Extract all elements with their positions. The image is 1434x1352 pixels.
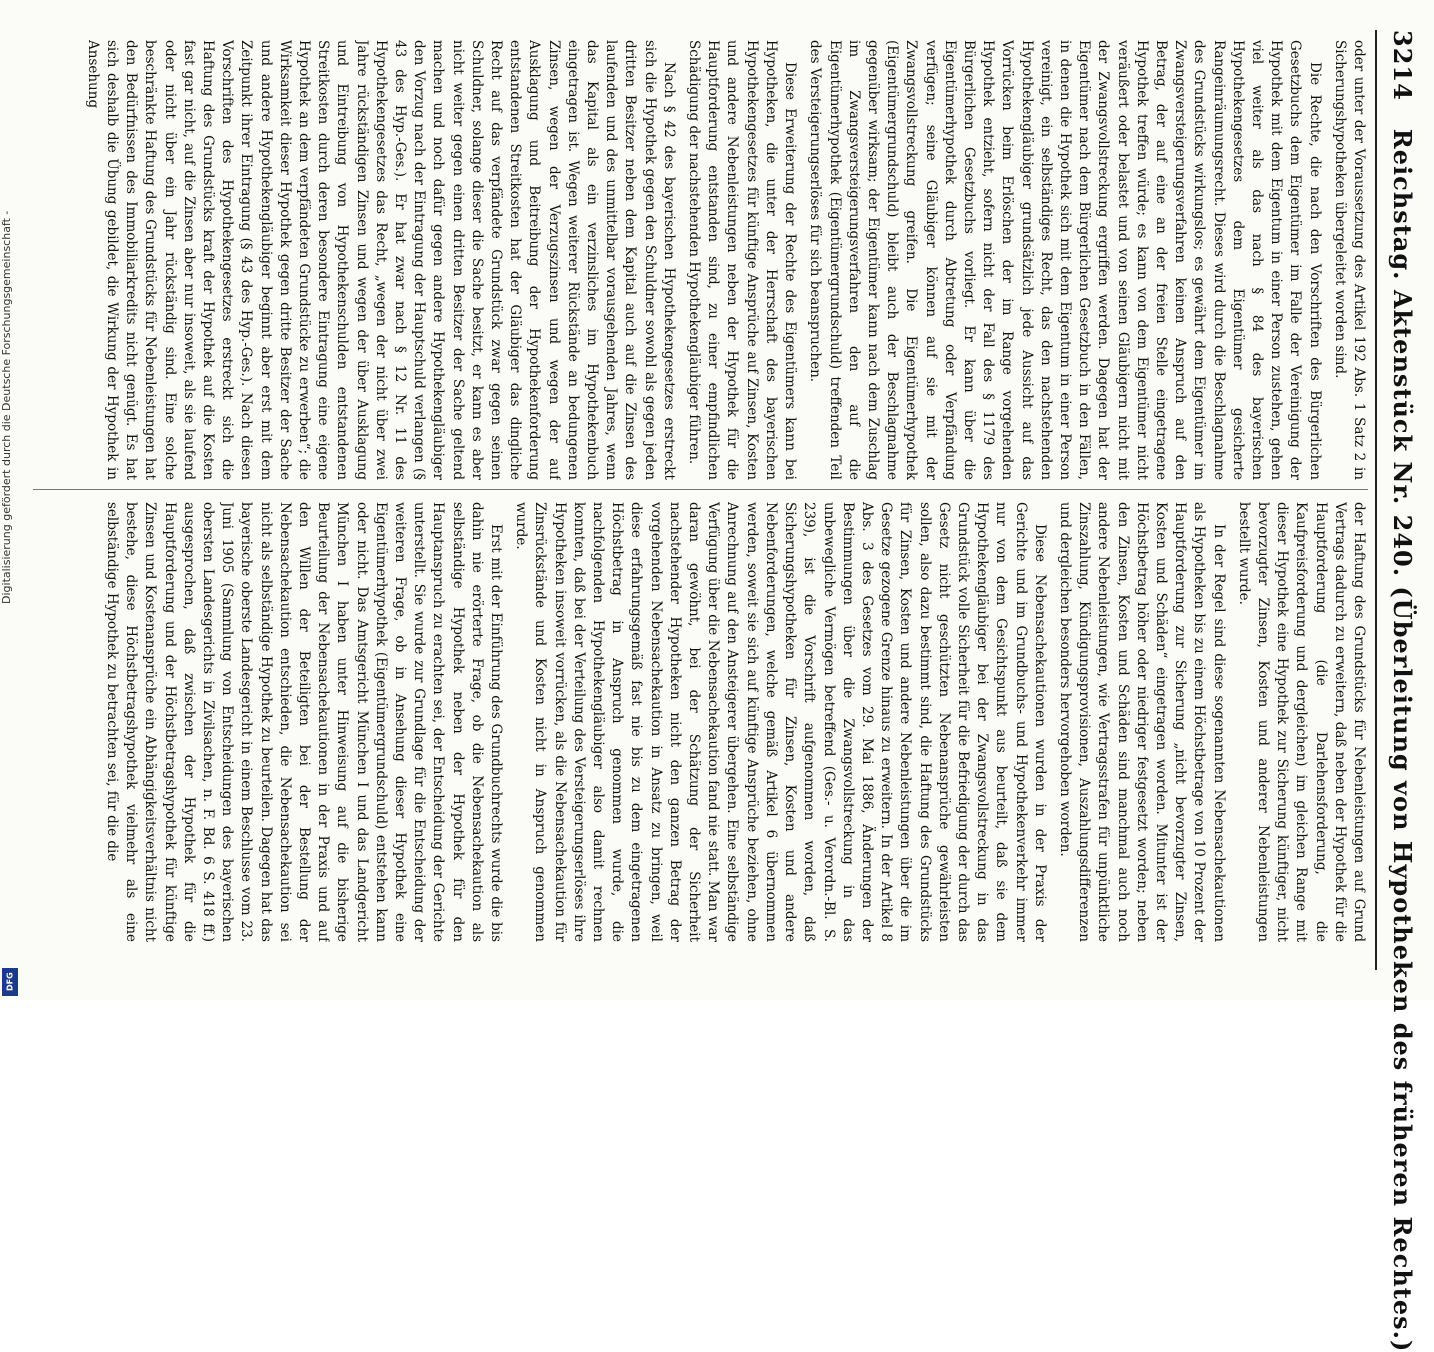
digitization-credit: Digitalisierung gefördert durch die Deutsche Forschungsgemeinschaft - (0, 210, 13, 604)
paragraph: Diese Erweiterung der Rechte des Eigentümers kann bei Hypotheken, die unter der Herrschaft des bayerischen Hypothekengesetzes für künftige Ansprüche auf Zinsen, Kosten und andere Nebenleistungen neben der Hypothek für die Hauptforderung entstanden sind, zu einer empfindlichen Schädigung der nachstehenden Hypothekengläubiger führen. (686, 40, 799, 480)
page-header (1375, 30, 1429, 1352)
right-column (33, 502, 1368, 942)
paragraph: der Haftung des Grundstücks für Nebenleistungen auf Grund Vertrags dadurch zu erweitern, daß neben der Hypothek für die Hauptforderung (die Darlehensforderung, die Kaufpreisforderung und dergleichen) im gleichen Range mit dieser Hypothek eine Hypothek zur Sicherung künftiger, nicht bevorzugter Zinsen, Kosten und anderer Nebenleistungen bestellt wurde. (1235, 502, 1367, 942)
paragraph: In der Regel sind diese sogenannten Nebensachekautionen als Hypotheken bis zu einem Höchstbetrage von 10 Prozent der Hauptforderung zur Sicherung „nicht bevorzugter Zinsen, Kosten und Schäden“ eingetragen worden. Mitunter ist der Höchstbetrag höher oder niedriger festgesetzt worden; neben den Zinsen, Kosten und Schäden sind manchmal auch noch andere Nebenleistungen, wie Vertragsstrafen für unpünktliche Zinszahlung, Kündigungsprovisionen, Auszahlungsdifferenzen und dergleichen besonders hervorgehoben worden. (1056, 502, 1227, 942)
page-title: Reichstag. Aktenstück Nr. 240. (Überleitung von Hypotheken des früheren Rechtes.) (1388, 128, 1418, 1352)
paragraph: Erst mit der Einführung des Grundbuchrechts wurde die bis dahin nie erörterte Frage, ob die Nebensachekaution als selbständige Hypothek neben der Hypothek für den Hauptanspruch zu erachten sei, der Entscheidung der Gerichte unterstellt. Sie wurde zur Grundlage für die Entscheidung der weiteren Frage, ob in Ansehung dieser Hypothek eine Eigentümerhypothek (Eigentümergrundschuld) entstehen kann oder nicht. Das Amtsgericht München I und das Landgericht München I haben unter Hinweisung auf die bisherige Beurteilung der Nebensachekautionen in der Praxis und auf den Willen der Beteiligten bei der Bestellung der Nebensachekaution entschieden, die Nebensachekaution sei nicht als selbständige Hypothek zu beurteilen. Dagegen hat das bayerische oberste Landesgericht in einem Beschlusse vom 23. Juni 1905 (Sammlung von Entscheidungen des bayerischen obersten Landesgerichts in Zivilsachen, n. F. Bd. 6 S. 418 ff.) ausgesprochen, daß zwischen der Hypothek für die Hauptforderung und der Höchstbetragshypothek für künftige Zinsen und Kostenansprüche ein Abhängigkeitsverhältnis nicht bestehe, diese Höchstbetragshypothek vielmehr als eine selbständige Hypothek zu betrachten sei, für die die (104, 502, 505, 942)
page-number: 3214 (1388, 30, 1418, 101)
left-column (33, 40, 1368, 480)
paragraph: Diese Nebensachekautionen wurden in der Praxis der Gerichte und im Grundbuchs- und Hypothekenverkehr immer nur von dem Gesichtspunkt aus beurteilt, daß sie dem Hypothekengläubiger bei der Zwangsvollstreckung in das Grundstück volle Sicherheit für die Befriedigung der durch das Gesetz nicht geschützten Nebenansprüche gewährleisten sollen, also dazu bestimmt sind, die Haftung des Grundstücks für Zinsen, Kosten und andere Nebenleistungen über die im Gesetze gezogene Grenze hinaus zu erweitern. In der Artikel 8 Abs. 3 des Gesetzes vom 29. Mai 1886, Änderungen der Bestimmungen über die Zwangsvollstreckung in das unbewegliche Vermögen betreffend (Ges.- u. Verordn.-Bl. S. 239), ist die Vorschrift aufgenommen worden, daß Sicherungshypotheken für Zinsen, Kosten und andere Nebenforderungen, welche gemäß Artikel 6 übernommen werden, soweit sie sich auf künftige Ansprüche beziehen, ohne Anrechnung auf den Ansteigerer übergehen. Eine selbständige Verfügung über die Nebensachekaution fand nie statt. Man war daran gewöhnt, bei der Schätzung der Sicherheit nachstehender Hypotheken nicht den ganzen Betrag der vorgehenden Nebensachekaution in Ansatz zu bringen, weil diese erfahrungsgemäß fast nie bis zu dem eingetragenen Höchstbetrag in Anspruch genommen wurde, die nachfolgenden Hypothekengläubiger also damit rechnen konnten, daß bei der Verteilung des Versteigerungserlöses ihre Hypotheken insoweit vorrücken, als die Nebensachekaution für Zinsrückstände und Kosten nicht in Anspruch genommen wurde. (513, 502, 1048, 942)
paragraph: Nach § 42 des bayerischen Hypothekengesetzes erstreckt sich die Hypothek gegen den Schuldner sowohl als gegen jeden dritten Besitzer neben dem Kapital auch auf die Zinsen des laufenden und des unmittelbar vorausgehenden Jahres, wenn das Kapital als ein verzinsliches im Hypothekenbuch eingetragen ist. Wegen weiterer Rückstände an bedungenen Zinsen, wegen der Verzugszinsen und wegen der auf Ausklagung und Beitreibung der Hypothekenforderung entstandenen Streitkosten hat der Gläubiger das dingliche Recht auf das verpfändete Grundstück zwar gegen seinen Schuldner, solange dieser die Sache besitzt, er kann es aber nicht weiter gegen einen dritten Besitzer der Sache geltend machen und noch dafür gegen andere Hypothekengläubiger den Vorzug nach der Eintragung der Hauptschuld verlangen (§ 43 des Hyp.-Ges.). Er hat zwar nach § 12 Nr. 11 des Hypothekengesetzes das Recht, „wegen der nicht über zwei Jahre rückständigen Zinsen und wegen der über Ausklagung und Eintreibung von Hypothekenschulden entstandenen Streitkosten durch deren besondere Eintragung eine eigene Hypothek an dem verpfändeten Grundstücke zu erwerben“; die Wirksamkeit dieser Hypothek gegen dritte Besitzer der Sache und andere Hypothekengläubiger beginnt aber erst mit dem Zeitpunkt ihrer Eintragung (§ 43 des Hyp.-Ges.). Nach diesen Vorschriften des Hypothekengesetzes erstreckt sich die Haftung des Grundstücks kraft der Hypothek auf die Kosten fast gar nicht, auf die Zinsen aber nur insoweit, als sie laufend oder nicht über ein Jahr rückständig sind. Eine solche beschränkte Haftung des Grundstücks für Nebenleistungen hat den Bedürfnissen des Immobiliarkredits nicht genügt. Es hat sich deshalb die Übung gebildet, die Wirkung der Hypothek in Ansehung (84, 40, 677, 480)
dfg-logo: DFG (2, 968, 18, 996)
paragraph: Die Rechte, die nach den Vorschriften des Bürgerlichen Gesetzbuchs dem Eigentümer im Falle der Vereinigung der Hypothek mit dem Eigentum in einer Person zustehen, gehen viel weiter als das nach § 84 des bayerischen Hypothekengesetzes dem Eigentümer gesicherte Rangeinräumungsrecht. Dieses wird durch die Beschlagnahme des Grundstücks wirkungslos; es gewährt dem Eigentümer im Zwangsversteigerungsverfahren keinen Anspruch auf den Betrag, der auf eine an der freien Stelle eingetragene Hypothek treffen würde; es kann von dem Eigentümer nicht veräußert oder belastet und von seinen Gläubigern nicht mit der Zwangsvollstreckung ergriffen werden. Dagegen hat der Eigentümer nach dem Bürgerlichen Gesetzbuch in den Fällen, in denen die Hypothek sich mit dem Eigentum in einer Person vereinigt, ein selbständiges Recht, das den nachstehenden Hypothekengläubiger grundsätzlich jede Aussicht auf das Vorrücken beim Erlöschen der im Range vorgehenden Hypothek entzieht, sofern nicht der Fall des § 1179 des Bürgerlichen Gesetzbuchs vorliegt. Er kann über die Eigentümerhypothek durch Abtretung oder Verpfändung verfügen; seine Gläubiger können auf sie mit der Zwangsvollstreckung greifen. Die Eigentümerhypothek (Eigentümergrundschuld) bleibt auch der Beschlagnahme gegenüber wirksam; der Eigentümer kann nach dem Zuschlag im Zwangsversteigerungsverfahren den auf die Eigentümerhypothek (Eigentümergrundschuld) treffenden Teil des Versteigerungserlöses für sich beanspruchen. (807, 40, 1323, 480)
paragraph: oder unter der Voraussetzung des Artikel 192 Abs. 1 Satz 2 in Sicherungshypotheken übergeleitet worden sind. (1331, 40, 1367, 480)
column-divider (33, 489, 1368, 490)
